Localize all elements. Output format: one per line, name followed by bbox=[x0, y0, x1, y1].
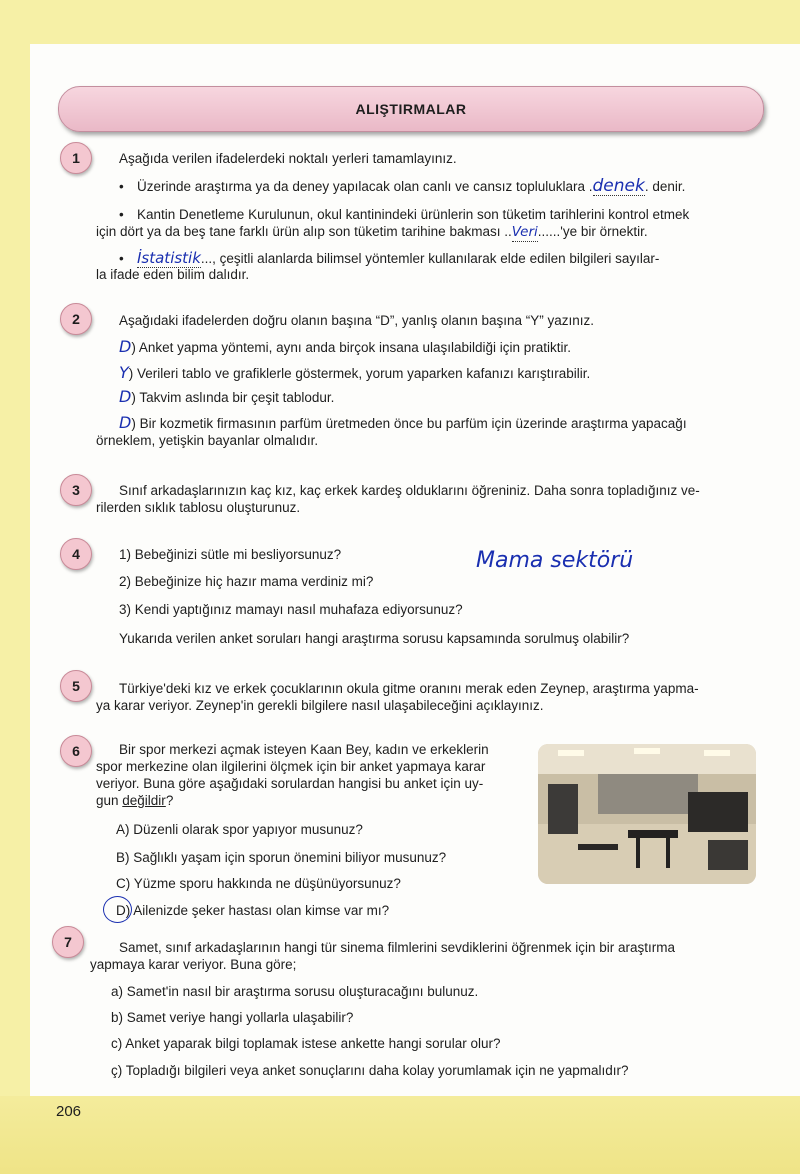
handwritten-mark-d: D bbox=[119, 387, 132, 406]
handwritten-answer-circle bbox=[103, 896, 132, 923]
q2-intro: Aşağıdaki ifadelerden doğru olanın başına “D”, yanlış olanın başına “Y” yazınız. bbox=[119, 313, 595, 328]
q6-line-1: Bir spor merkezi açmak isteyen Kaan Bey, kadın ve erkeklerin bbox=[119, 742, 489, 757]
q6-option-d: D) Ailenizde şeker hastası olan kimse var mı? bbox=[116, 903, 390, 918]
q4-line-1: 1) Bebeğinizi sütle mi besliyorsunuz? bbox=[119, 547, 342, 562]
section-title: ALIŞTIRMALAR bbox=[355, 101, 467, 117]
gym-photo bbox=[538, 744, 756, 884]
q4-line-4: Yukarıda verilen anket soruları hangi araştırma sorusu kapsamında sorulmuş olabilir? bbox=[119, 631, 630, 646]
handwritten-answer-istatistik: İstatistik bbox=[137, 249, 201, 267]
q2-item-2: Y) Verileri tablo ve grafiklerle göstermek, yorum yaparken kafanızı karıştırabilir. bbox=[119, 363, 591, 382]
question-number-6: 6 bbox=[60, 735, 92, 767]
q1-intro: Aşağıda verilen ifadelerdeki noktalı yerleri tamamlayınız. bbox=[119, 151, 457, 166]
handwritten-answer-veri: Veri bbox=[511, 224, 538, 240]
footer-band bbox=[0, 1096, 800, 1174]
gym-illustration bbox=[538, 744, 756, 884]
q1-bullet-2-line1: • Kantin Denetleme Kurulunun, okul kantinindeki ürünlerin son tüketim tarihlerini kontrol etmek bbox=[119, 207, 690, 222]
handwritten-mark-y: Y bbox=[119, 363, 129, 382]
q5-line2: ya karar veriyor. Zeynep'in gerekli bilgilere nasıl ulaşabileceğini açıklayınız. bbox=[96, 698, 544, 713]
q5-line1: Türkiye'deki kız ve erkek çocuklarının okula gitme oranını merak eden Zeynep, araştırma yapma- bbox=[119, 681, 699, 696]
q3-line1: Sınıf arkadaşlarınızın kaç kız, kaç erkek kardeş olduklarını öğreniniz. Daha sonra topladığınız ve- bbox=[119, 483, 700, 498]
q7-line1: Samet, sınıf arkadaşlarının hangi tür sinema filmlerini sevdiklerini öğrenmek için bir araştırma bbox=[119, 940, 675, 955]
question-number-7: 7 bbox=[52, 926, 84, 958]
q6-option-a: A) Düzenli olarak spor yapıyor musunuz? bbox=[116, 822, 363, 837]
q2-item-3: D) Takvim aslında bir çeşit tablodur. bbox=[119, 387, 335, 406]
section-title-bar bbox=[58, 86, 764, 132]
page-number: 206 bbox=[56, 1103, 82, 1120]
question-number-5: 5 bbox=[60, 670, 92, 702]
q7-item-c: c) Anket yaparak bilgi toplamak istese ankette hangi sorular olur? bbox=[111, 1036, 501, 1051]
handwritten-answer-mama-sektoru: Mama sektörü bbox=[476, 548, 634, 573]
underlined-word: değildir bbox=[122, 793, 166, 808]
question-number-3: 3 bbox=[60, 474, 92, 506]
q1-bullet-1: • Üzerinde araştırma ya da deney yapılacak olan canlı ve cansız topluluklara .denek. denir. bbox=[119, 176, 686, 196]
handwritten-answer-denek: denek bbox=[592, 176, 645, 196]
q7-item-a: a) Samet'in nasıl bir araştırma sorusu oluşturacağını bulunuz. bbox=[111, 984, 479, 999]
q6-option-b: B) Sağlıklı yaşam için sporun önemini biliyor musunuz? bbox=[116, 850, 447, 865]
handwritten-mark-d: D bbox=[119, 337, 132, 356]
question-number-4: 4 bbox=[60, 538, 92, 570]
q1-bullet-3-line1: • İstatistik..., çeşitli alanlarda bilimsel yöntemler kullanılarak elde edilen bilgileri sayılar- bbox=[119, 249, 660, 267]
q4-line-2: 2) Bebeğinize hiç hazır mama verdiniz mi? bbox=[119, 574, 374, 589]
q6-line-2: spor merkezine olan ilgilerini ölçmek için bir anket yapmaya karar bbox=[96, 759, 486, 774]
q1-bullet-3-line2: la ifade eden bilim dalıdır. bbox=[96, 267, 250, 282]
q2-item-1: D) Anket yapma yöntemi, aynı anda birçok insana ulaşılabildiği için pratiktir. bbox=[119, 337, 572, 356]
q7-item-b: b) Samet veriye hangi yollarla ulaşabilir? bbox=[111, 1010, 354, 1025]
q6-line-3: veriyor. Buna göre aşağıdaki sorulardan hangisi bu anket için uy- bbox=[96, 776, 484, 791]
question-number-2: 2 bbox=[60, 303, 92, 335]
q1-bullet-2-line2: için dört ya da beş tane farklı ürün alıp son tüketim tarihine bakması ..Veri......'ye bir örnektir. bbox=[96, 224, 648, 240]
q2-item-4-line2: örneklem, yetişkin bayanlar olmalıdır. bbox=[96, 433, 319, 448]
question-number-1: 1 bbox=[60, 142, 92, 174]
q7-item-c-cedilla: ç) Topladığı bilgileri veya anket sonuçlarını daha kolay yorumlamak için ne yapmalıdır? bbox=[111, 1063, 629, 1078]
q3-line2: rilerden sıklık tablosu oluşturunuz. bbox=[96, 500, 301, 515]
q4-line-3: 3) Kendi yaptığınız mamayı nasıl muhafaza ediyorsunuz? bbox=[119, 602, 463, 617]
q6-option-c: C) Yüzme sporu hakkında ne düşünüyorsunuz? bbox=[116, 876, 401, 891]
handwritten-mark-d: D bbox=[119, 413, 132, 432]
q2-item-4: D) Bir kozmetik firmasının parfüm üretmeden önce bu parfüm için üzerinde araştırma yapacağı bbox=[119, 413, 687, 432]
q6-line-4: gun değildir? bbox=[96, 793, 174, 808]
q7-line2: yapmaya karar veriyor. Buna göre; bbox=[90, 957, 297, 972]
